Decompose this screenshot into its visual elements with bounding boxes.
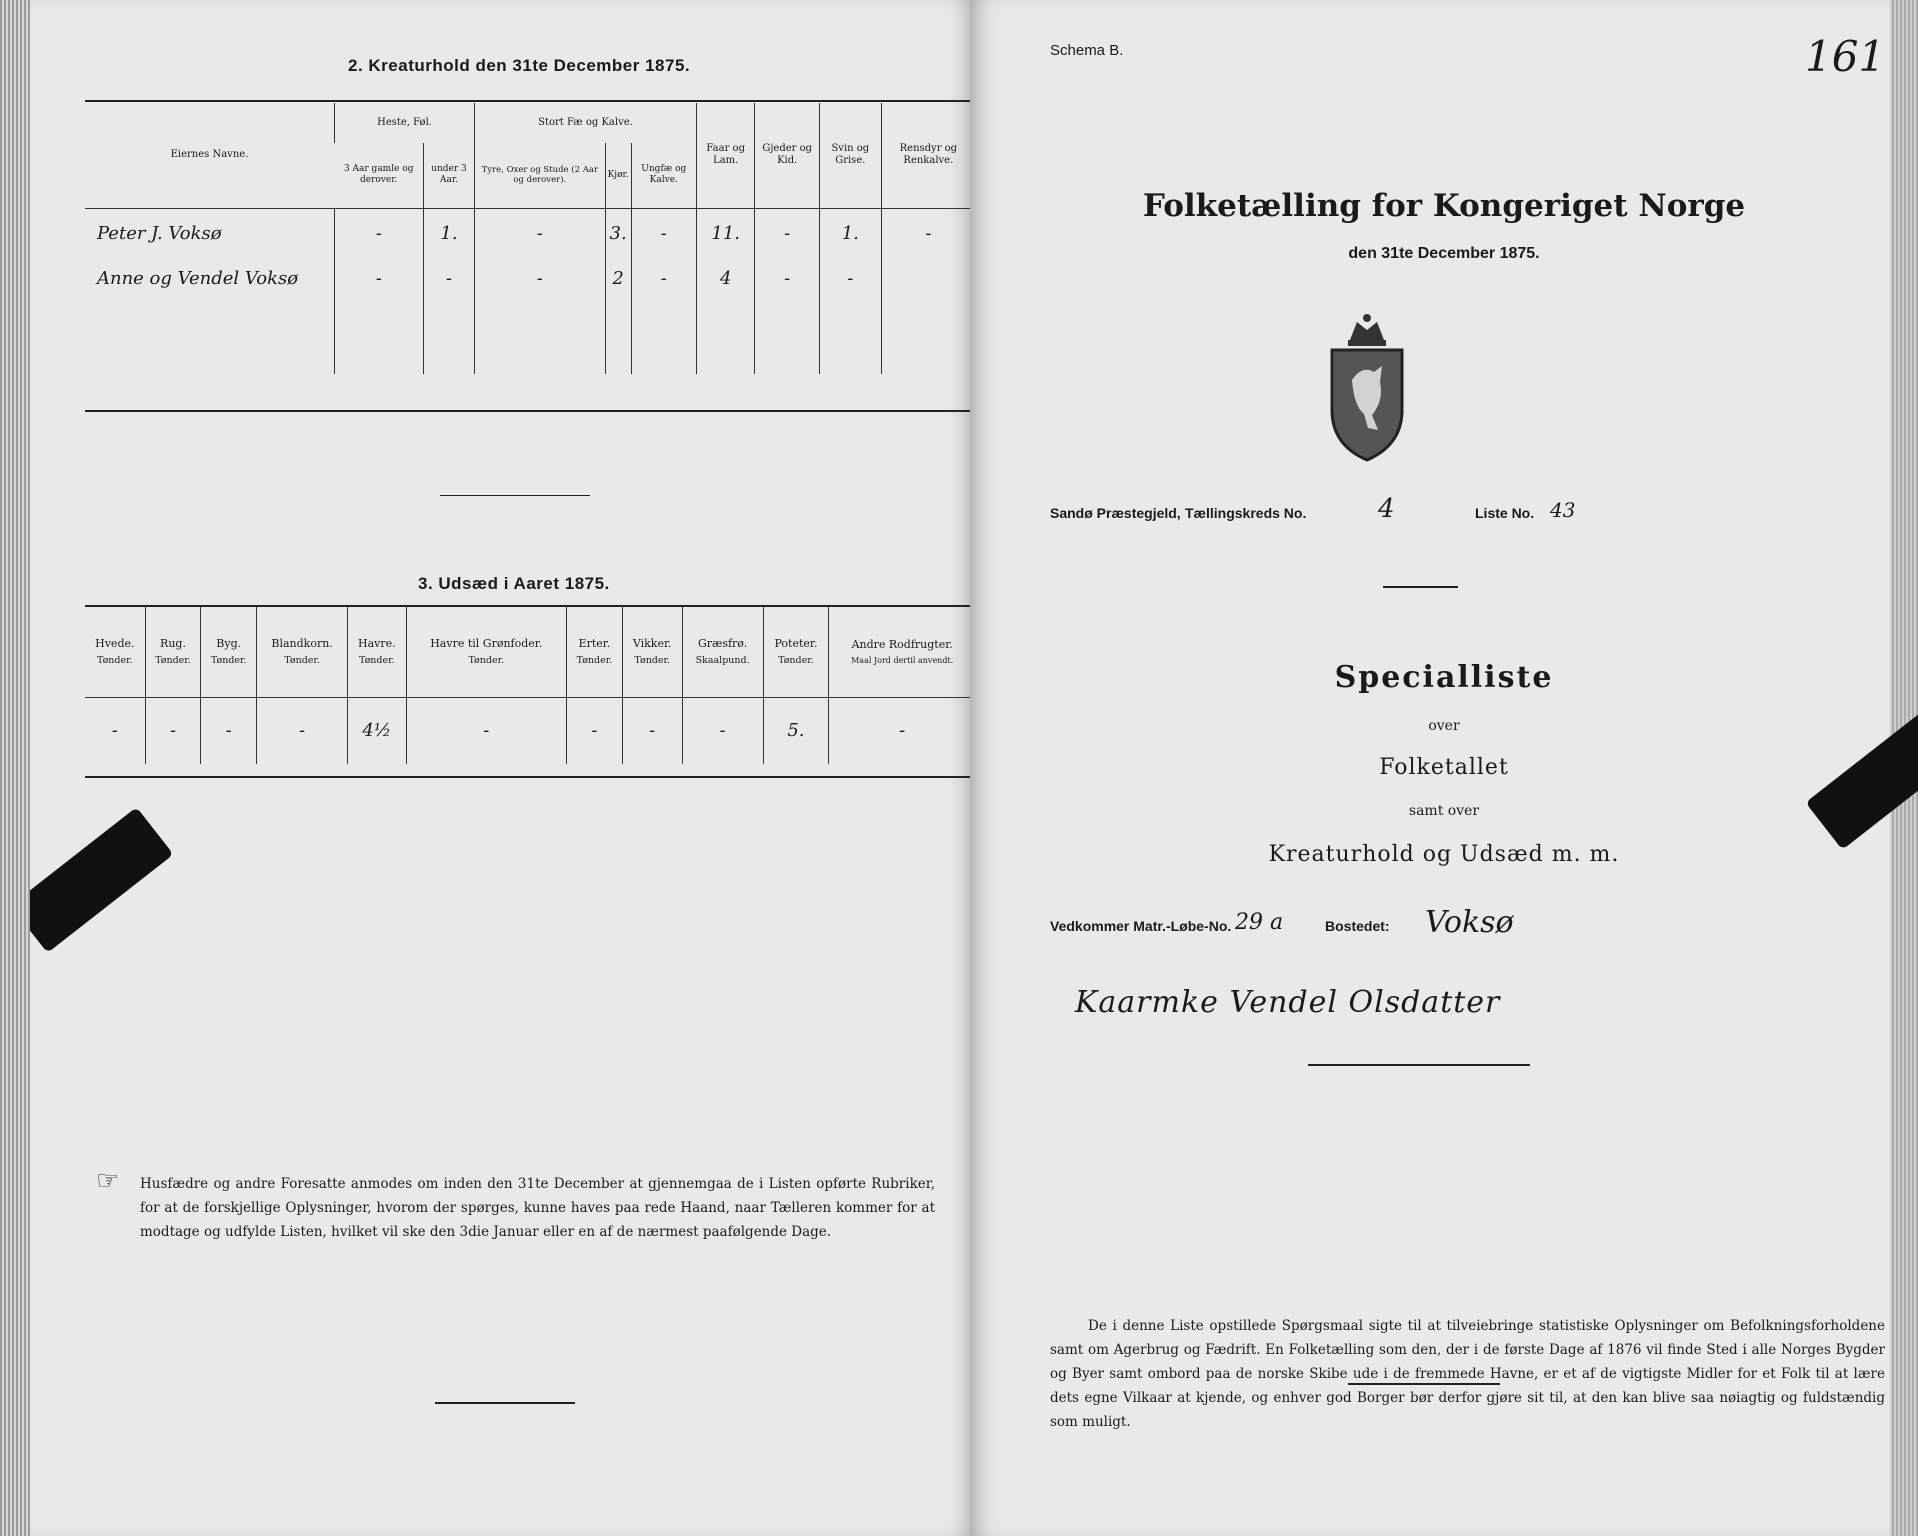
cell: 1. <box>423 208 474 258</box>
owner-cell: Anne og Vendel Voksø <box>97 267 299 289</box>
owner-line: Kaarmke Vendel Olsdatter <box>1075 985 1501 1020</box>
cell: - <box>881 208 975 258</box>
cell: - <box>475 258 606 298</box>
matr-value: 29 a <box>1235 910 1284 935</box>
rule <box>85 410 975 412</box>
divider <box>440 495 590 496</box>
seed-value: - <box>406 697 567 764</box>
seed-value: - <box>567 697 623 764</box>
list-label: Liste No. <box>1475 505 1535 521</box>
col-goats: Gjeder og Kid. <box>755 103 819 208</box>
bottom-text: De i denne Liste opstillede Spørgsmaal sigte til at tilveiebringe statistiske Oplysninger om Befolkningsforholdene samt om Agerbrug og Fædrift. En Folketælling som den, der i de første Dage af 1876 vil finde Sted i alle Norges Bygder og Byer samt ombord paa de norske Skibe ude i de fremmede Havne, er et af de vigtigste Midler for et Folk til at lære dets egne Vilkaar at kjende, og enhver god Borger bør derfor gjøre sit til, at den kan blive saa nøiagtig og fuldstændig som muligt. <box>1050 1318 1885 1430</box>
census-date: den 31te December 1875. <box>1348 245 1540 262</box>
col-owner: Eiernes Navne. <box>170 149 249 160</box>
col-horses-young: under 3 Aar. <box>423 143 474 208</box>
seed-col-name: Blandkorn. <box>271 636 333 650</box>
schema-label: Schema B. <box>1050 42 1124 59</box>
cell: - <box>819 258 881 298</box>
livestock-table <box>85 103 975 374</box>
cell: - <box>335 208 424 258</box>
seed-col-unit: Tønder. <box>778 654 814 666</box>
page-number: 161 <box>1805 32 1886 81</box>
col-cattle-bulls: Tyre, Oxer og Stude (2 Aar og derover). <box>475 143 606 208</box>
cell: 4 <box>696 258 755 298</box>
seed-col-header <box>406 607 567 697</box>
seed-col-unit: Tønder. <box>634 654 671 666</box>
owner-cell: Peter J. Voksø <box>97 222 222 244</box>
seed-col-name: Havre til Grønfoder. <box>430 636 543 650</box>
col-sheep: Faar og Lam. <box>696 103 755 208</box>
seed-col-unit: Tønder. <box>155 654 191 666</box>
over-1: over <box>1428 718 1460 734</box>
col-group-horses: Heste, Føl. <box>335 103 475 143</box>
seed-value: - <box>829 697 975 764</box>
seed-col-header <box>622 607 682 697</box>
divider <box>1383 586 1458 588</box>
district-value: 4 <box>1378 494 1395 524</box>
seed-col-name: Græsfrø. <box>697 636 748 650</box>
cell: - <box>755 258 819 298</box>
seed-col-unit: Maal Jord dertil anvendt. <box>851 655 954 665</box>
seed-value: - <box>145 697 201 764</box>
seed-col-name: Hvede. <box>95 636 135 650</box>
seed-col-unit: Tønder. <box>96 654 133 666</box>
seed-value: 4½ <box>348 697 406 764</box>
coat-of-arms-icon <box>1312 310 1422 462</box>
seed-col-header <box>348 607 406 697</box>
table-row <box>85 208 975 258</box>
pointing-hand-icon: ☞ <box>96 1166 120 1196</box>
book-edge-left <box>0 0 30 1536</box>
bookmark-tab <box>30 807 174 953</box>
matr-label: Vedkommer Matr.-Løbe-No. <box>1050 918 1232 934</box>
col-horses-old: 3 Aar gamle og derover. <box>343 164 414 186</box>
divider <box>1348 1383 1500 1385</box>
col-cattle-young: Ungfæ og Kalve. <box>631 143 696 208</box>
folketallet: Folketallet <box>1379 755 1509 780</box>
seed-col-name: Rug. <box>160 636 186 650</box>
left-page <box>30 0 975 1536</box>
right-page <box>970 0 1918 1536</box>
seed-table <box>85 607 975 764</box>
seed-col-name: Poteter. <box>774 636 818 650</box>
seed-value: - <box>111 720 118 742</box>
divider <box>435 1402 575 1404</box>
seed-col-header <box>567 607 623 697</box>
seed-col-unit: Skaalpund. <box>695 654 750 666</box>
seed-col-name: Havre. <box>358 636 396 650</box>
main-title: Folketælling for Kongeriget Norge <box>1142 188 1746 224</box>
seed-col-header <box>682 607 763 697</box>
section3-title: 3. Udsæd i Aaret 1875. <box>418 574 610 593</box>
cell: - <box>631 258 696 298</box>
section2-title: 2. Kreaturhold den 31te December 1875. <box>348 56 691 75</box>
seed-col-name: Erter. <box>578 636 611 650</box>
seed-col-unit: Tønder. <box>210 654 247 666</box>
seed-col-header <box>201 607 257 697</box>
table-row <box>85 336 975 374</box>
district-label: Tællingskreds No. <box>1185 505 1307 521</box>
table-row <box>85 258 975 298</box>
footnote: Husfædre og andre Foresatte anmodes om inden den 31te December at gjennemgaa de i Listen opførte Rubriker, for at de forskjellige Oplysninger, hvorom der spørges, kunne haves paa rede Haand, naar Tælleren kommer for at modtage og udfylde Listen, hvilket vil ske den 3die Januar eller en af de nærmest paafølgende Dage. <box>140 1176 935 1240</box>
col-cattle-cows: Kjør. <box>605 143 631 208</box>
col-reindeer: Rensdyr og Renkalve. <box>881 103 975 208</box>
table-row <box>85 697 975 764</box>
seed-value: - <box>201 697 257 764</box>
bostedet-label: Bostedet: <box>1325 918 1390 934</box>
seed-col-header <box>257 607 348 697</box>
seed-col-name: Andre Rodfrugter. <box>851 637 953 651</box>
cell: - <box>423 258 474 298</box>
bostedet-value: Voksø <box>1425 905 1514 940</box>
cell: 1. <box>819 208 881 258</box>
seed-col-name: Vikker. <box>632 636 672 650</box>
cell <box>881 258 975 298</box>
cell: - <box>631 208 696 258</box>
cell: - <box>475 208 606 258</box>
seed-col-unit: Tønder. <box>576 654 613 666</box>
rule <box>85 776 975 778</box>
seed-col-name: Byg. <box>216 636 242 650</box>
col-group-cattle: Stort Fæ og Kalve. <box>475 103 697 143</box>
seed-col-header <box>85 607 145 697</box>
col-pigs: Svin og Grise. <box>819 103 881 208</box>
list-value: 43 <box>1550 498 1576 522</box>
seed-value: - <box>682 697 763 764</box>
samt-over: samt over <box>1408 803 1480 819</box>
table-row <box>85 298 975 336</box>
cell: - <box>755 208 819 258</box>
seed-col-unit: Tønder. <box>284 654 320 666</box>
seed-value: - <box>257 697 348 764</box>
seed-value: - <box>622 697 682 764</box>
seed-col-header <box>829 607 975 697</box>
special-title: Specialliste <box>1334 660 1554 695</box>
seed-col-unit: Tønder. <box>358 654 395 666</box>
cell: 3. <box>605 208 631 258</box>
seed-col-header <box>145 607 201 697</box>
cell: 2 <box>605 258 631 298</box>
seed-col-header <box>763 607 829 697</box>
kreatur-line: Kreaturhold og Udsæd m. m. <box>1268 842 1620 867</box>
parish-label: Sandø Præstegjeld, <box>1050 505 1181 521</box>
divider <box>1308 1064 1530 1066</box>
seed-col-unit: Tønder. <box>468 654 505 666</box>
cell: - <box>335 258 424 298</box>
seed-value: 5. <box>763 697 829 764</box>
rule <box>85 100 975 102</box>
cell: 11. <box>696 208 755 258</box>
